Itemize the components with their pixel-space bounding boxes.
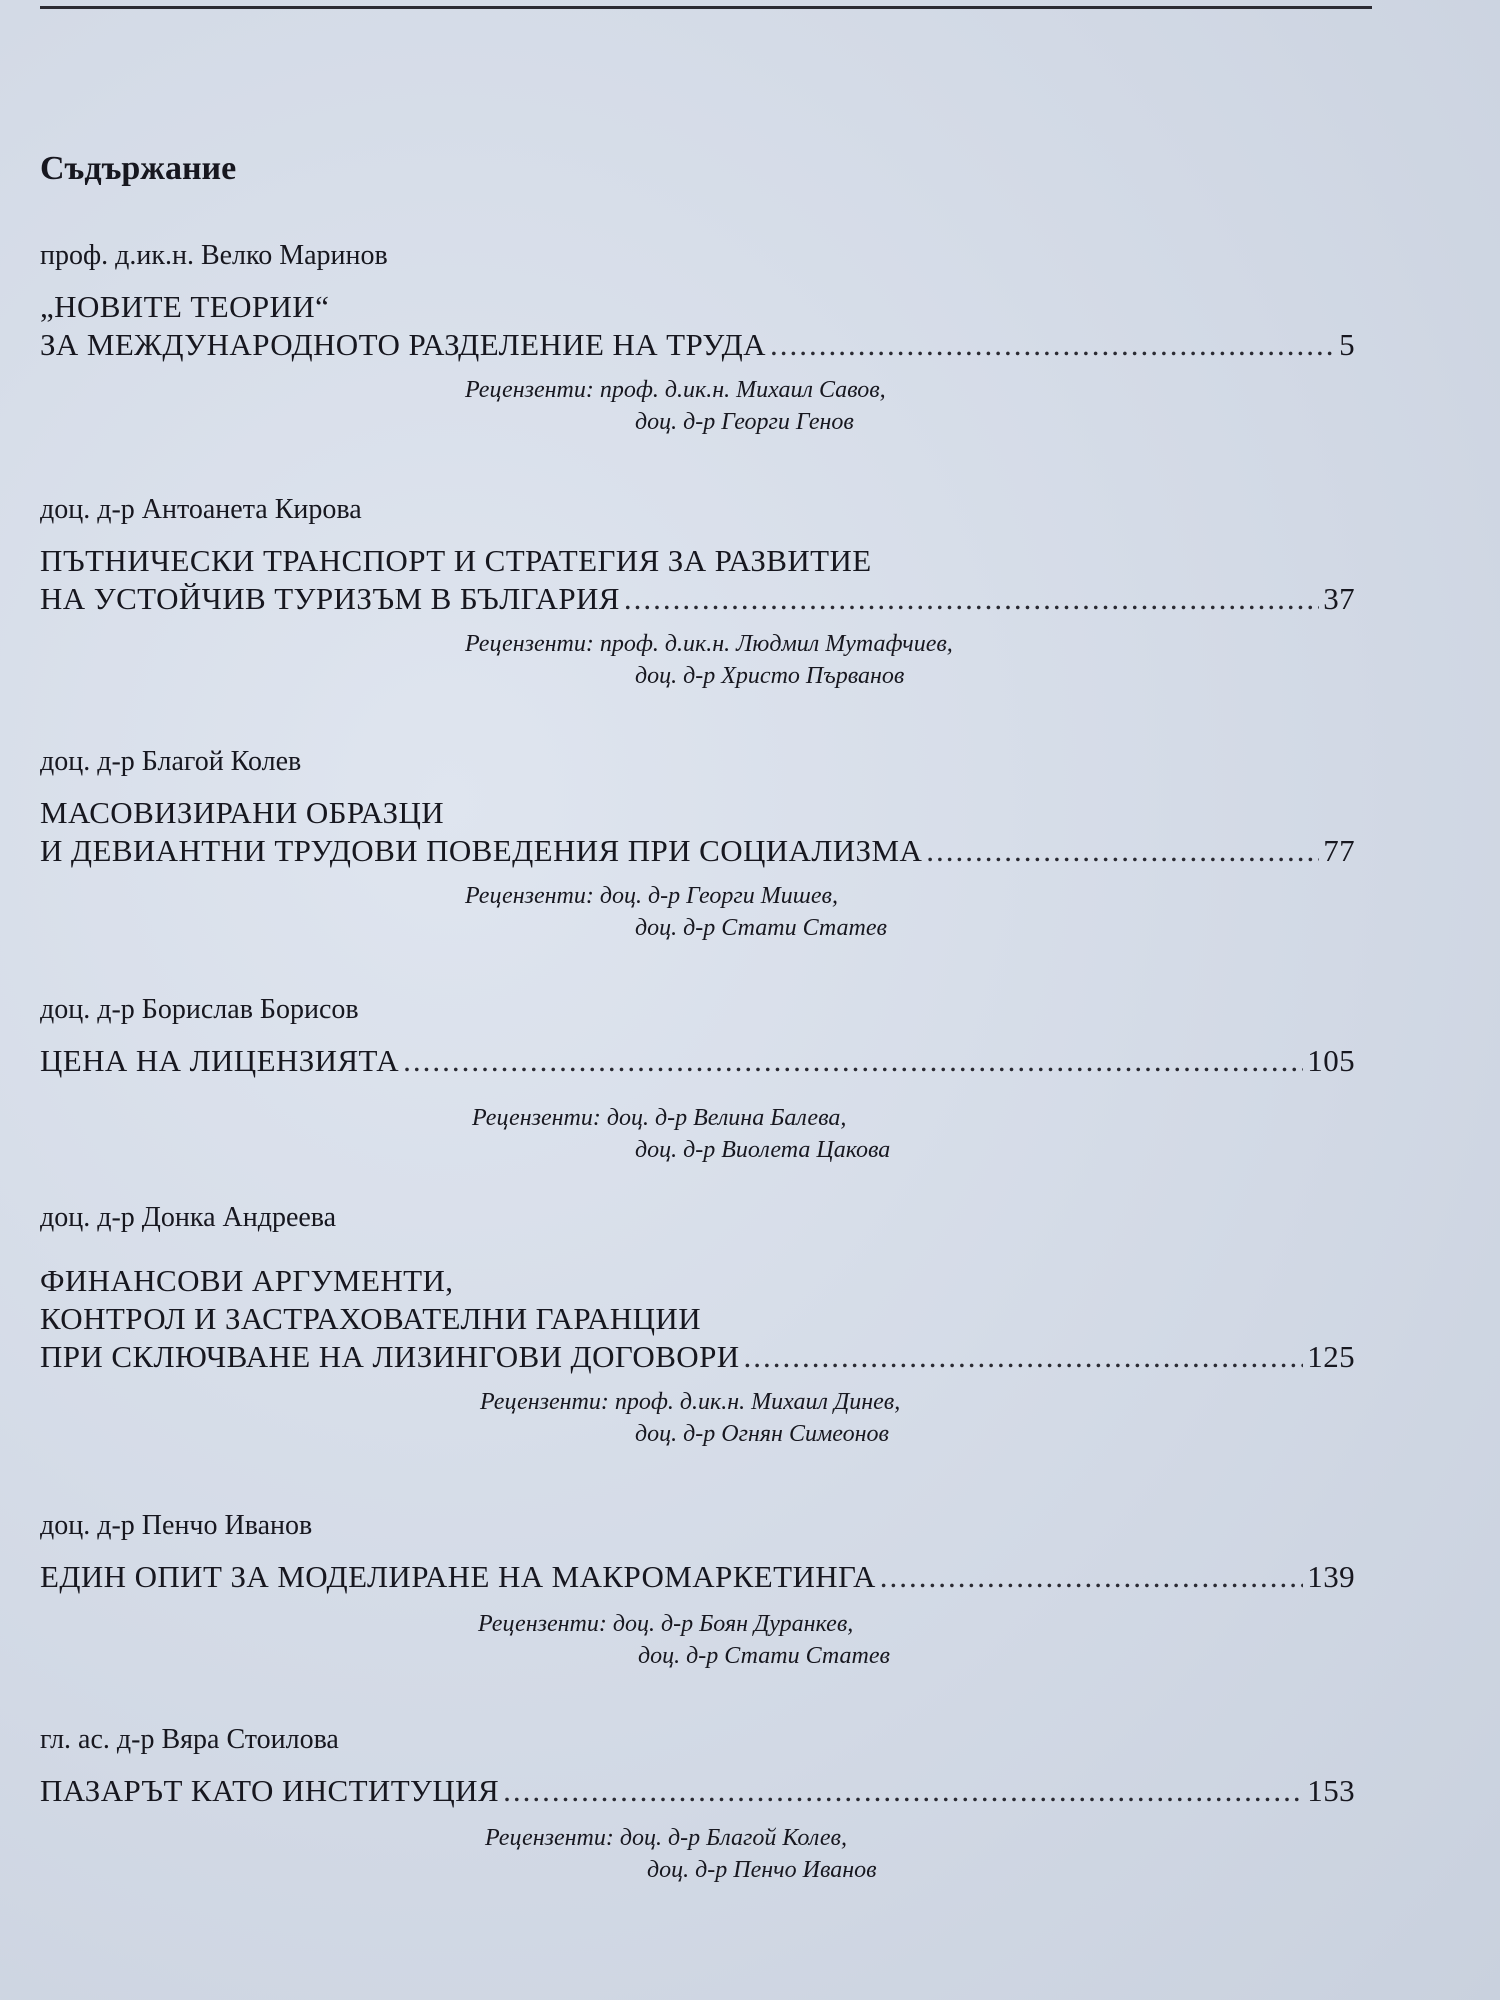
title-line: ПРИ СКЛЮЧВАНЕ НА ЛИЗИНГОВИ ДОГОВОРИ [40,1339,740,1374]
title-line: „НОВИТЕ ТЕОРИИ“ [40,289,330,324]
toc-entry [40,238,1360,438]
dot-leader [744,1338,1304,1376]
title-line: ПАЗАРЪТ КАТО ИНСТИТУЦИЯ [40,1773,500,1808]
entry-title [40,1262,1360,1376]
entry-title [40,1558,1360,1596]
title-line: ЗА МЕЖДУНАРОДНОТО РАЗДЕЛЕНИЕ НА ТРУДА [40,327,766,362]
entry-title [40,794,1360,870]
reviewer-line: Рецензенти: доц. д-р Благой Колев, [485,1825,847,1851]
page-number: 37 [1323,581,1355,616]
title-line: ФИНАНСОВИ АРГУМЕНТИ, [40,1263,454,1298]
reviewer-line: доц. д-р Стати Статев [638,1643,890,1669]
dot-leader [624,580,1319,618]
entry-title [40,1042,1360,1080]
title-line: КОНТРОЛ И ЗАСТРАХОВАТЕЛНИ ГАРАНЦИИ [40,1301,701,1336]
toc-heading: Съдържание [40,150,237,187]
page-number: 125 [1307,1339,1355,1374]
toc-entry [40,992,1360,1166]
title-line-with-page [40,1338,1355,1376]
reviewer-line: доц. д-р Георги Генов [635,409,854,435]
dot-leader [880,1558,1304,1596]
reviewer-line: Рецензенти: доц. д-р Велина Балева, [472,1105,847,1131]
entry-author: доц. д-р Борислав Борисов [40,994,359,1025]
dot-leader [503,1772,1303,1810]
title-line-with-page [40,1042,1355,1080]
reviewer-line: доц. д-р Виолета Цакова [635,1137,891,1163]
page-number: 153 [1307,1773,1355,1808]
reviewers [40,1102,1360,1166]
reviewer-line: доц. д-р Огнян Симеонов [635,1421,889,1447]
reviewers [40,628,1360,692]
reviewer-line: Рецензенти: проф. д.ик.н. Михаил Савов, [465,377,886,403]
title-line-with-page [40,1558,1355,1596]
toc-entry [40,744,1360,944]
reviewers [40,1386,1360,1450]
entry-author: доц. д-р Благой Колев [40,746,302,777]
toc-entry [40,1200,1360,1450]
title-line: МАСОВИЗИРАНИ ОБРАЗЦИ [40,795,445,830]
dot-leader [926,832,1319,870]
page-number: 139 [1307,1559,1355,1594]
title-line-with-page [40,580,1355,618]
entry-title [40,542,1360,618]
title-line: ЦЕНА НА ЛИЦЕНЗИЯТА [40,1043,400,1078]
page-number: 77 [1323,833,1355,868]
toc-entry [40,1722,1360,1886]
title-line: ЕДИН ОПИТ ЗА МОДЕЛИРАНЕ НА МАКРОМАРКЕТИНГА [40,1559,876,1594]
reviewer-line: Рецензенти: доц. д-р Боян Дуранкев, [478,1611,854,1637]
title-line: ПЪТНИЧЕСКИ ТРАНСПОРТ И СТРАТЕГИЯ ЗА РАЗВИТИЕ [40,543,872,578]
dot-leader [403,1042,1303,1080]
reviewer-line: Рецензенти: доц. д-р Георги Мишев, [465,883,838,909]
entry-title [40,288,1360,364]
title-line-with-page [40,832,1355,870]
entry-title [40,1772,1360,1810]
title-line-with-page [40,326,1355,364]
page-number: 105 [1307,1043,1355,1078]
entry-author: доц. д-р Антоанета Кирова [40,494,362,525]
reviewer-line: доц. д-р Пенчо Иванов [647,1857,877,1883]
entry-author: гл. ас. д-р Вяра Стоилова [40,1724,339,1755]
reviewer-line: доц. д-р Христо Първанов [635,663,905,689]
toc-entry [40,1508,1360,1672]
title-line-with-page [40,1772,1355,1810]
reviewers [40,880,1360,944]
page-number: 5 [1339,327,1355,362]
reviewers [40,1608,1360,1672]
reviewer-line: доц. д-р Стати Статев [635,915,887,941]
title-line: И ДЕВИАНТНИ ТРУДОВИ ПОВЕДЕНИЯ ПРИ СОЦИАЛИЗМА [40,833,923,868]
toc-entry [40,492,1360,692]
dot-leader [770,326,1335,364]
reviewers [40,1822,1360,1886]
entry-author: доц. д-р Донка Андреева [40,1202,337,1233]
reviewer-line: Рецензенти: проф. д.ик.н. Михаил Динев, [480,1389,901,1415]
top-rule [40,6,1372,9]
reviewer-line: Рецензенти: проф. д.ик.н. Людмил Мутафчиев, [465,631,953,657]
title-line: НА УСТОЙЧИВ ТУРИЗЪМ В БЪЛГАРИЯ [40,581,620,616]
entry-author: проф. д.ик.н. Велко Маринов [40,240,388,271]
entry-author: доц. д-р Пенчо Иванов [40,1510,313,1541]
reviewers [40,374,1360,438]
